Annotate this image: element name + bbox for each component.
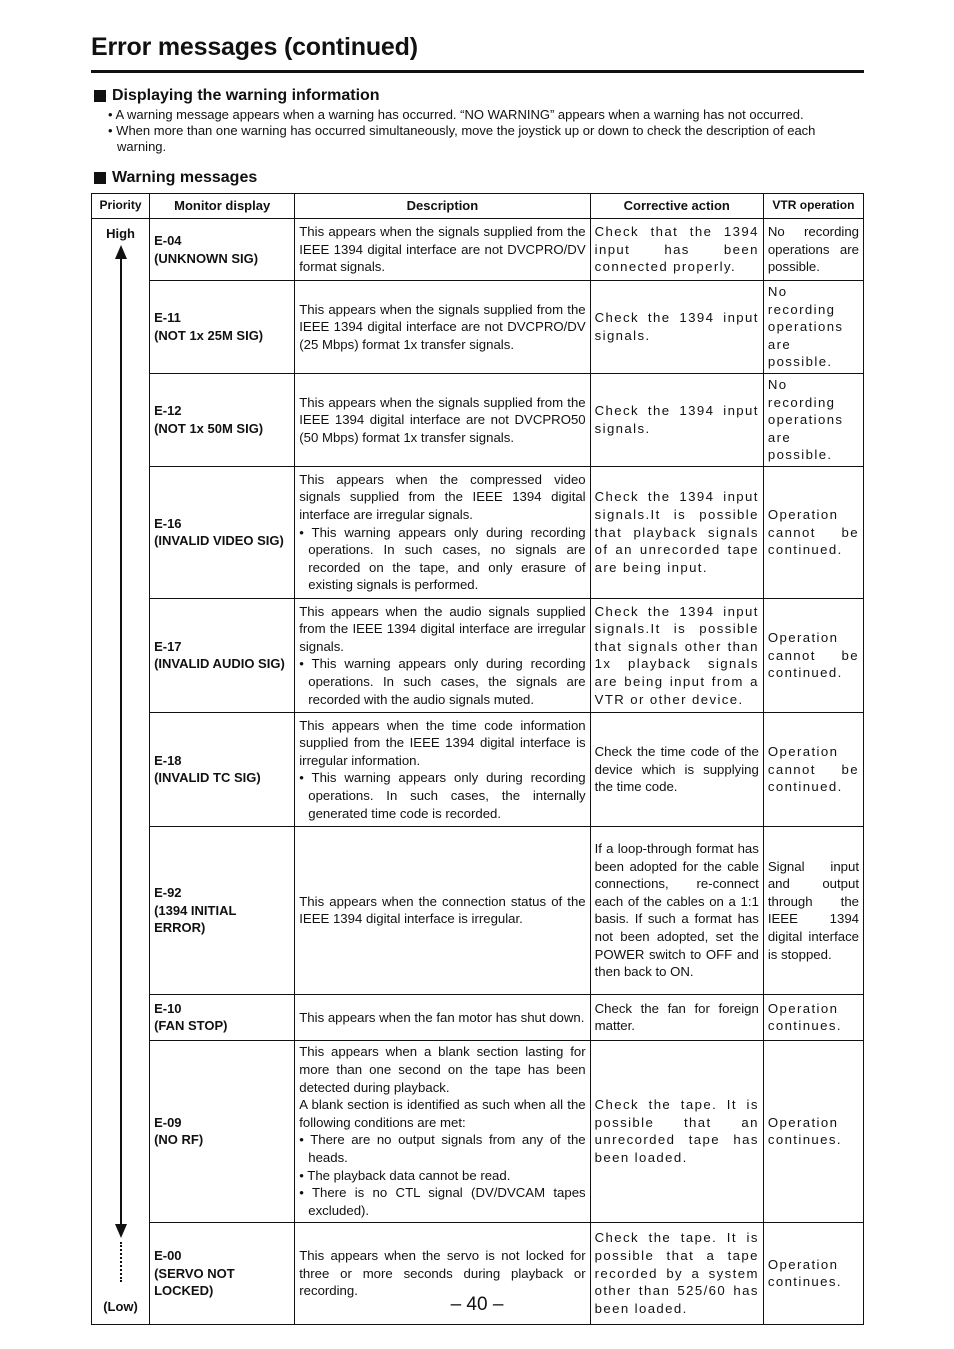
corrective-action-cell: Check the fan for foreign matter. — [590, 994, 763, 1040]
priority-low-label: (Low) — [103, 1299, 138, 1315]
square-bullet-icon — [94, 90, 106, 102]
table-row — [92, 712, 864, 826]
description-text: This appears when the signals supplied from the IEEE 1394 digital interface are not DVCPRO50 (50 Mbps) format 1x transfer signals. — [299, 394, 586, 445]
description-text: This appears when the signals supplied from the IEEE 1394 digital interface are not DVCPRO/DV format signals. — [299, 224, 586, 275]
error-code: E-10 — [154, 1000, 182, 1016]
corrective-action-cell: Check the tape. It is possible that an unrecorded tape has been loaded. — [590, 1040, 763, 1222]
description-bullet: • The playback data cannot be read. — [299, 1167, 585, 1185]
table-row — [92, 1040, 864, 1222]
error-code: E-09 — [154, 1114, 182, 1130]
corrective-action-cell: Check the 1394 input signals.It is possible that signals other than 1x playback signals are being input from a VTR or other device. — [590, 598, 763, 712]
header-monitor-display: Monitor display — [150, 194, 295, 219]
monitor-display-cell — [150, 994, 295, 1040]
page-number: – 40 – — [450, 1294, 504, 1315]
vtr-operation-cell: Operation cannot be continued. — [763, 712, 863, 826]
vtr-operation-cell: Operation continues. — [763, 1040, 863, 1222]
description-text: This appears when the signals supplied from the IEEE 1394 digital interface are not DVCPRO/DV (25 Mbps) format 1x transfer signals. — [299, 301, 586, 352]
description-cell — [295, 281, 590, 374]
table-row — [92, 219, 864, 281]
description-cell — [295, 466, 590, 598]
corrective-action-cell: Check the 1394 input signals.It is possible that playback signals of an unrecorded tape are being input. — [590, 466, 763, 598]
error-name: (SERVO NOT LOCKED) — [154, 1265, 235, 1299]
corrective-action-cell: Check the 1394 input signals. — [590, 281, 763, 374]
description-text: This appears when the connection status of the IEEE 1394 digital interface is irregular. — [299, 893, 586, 927]
vtr-operation-cell: Operation cannot be continued. — [763, 598, 863, 712]
header-description: Description — [295, 194, 590, 219]
corrective-action-cell: If a loop-through format has been adopted for the cable connections, re-connect each of the cables on a 1:1 basis. If such a format has not been adopted, set the POWER switch to OFF and then back to ON. — [590, 826, 763, 994]
monitor-display-cell — [150, 826, 295, 994]
description-text: This appears when the time code information supplied from the IEEE 1394 digital interface is irregular information. — [299, 717, 586, 768]
vtr-operation-cell: No recording operations are possible. — [763, 219, 863, 281]
corrective-action-cell: Check the tape. It is possible that a tape recorded by a system other than 525/60 has been loaded. — [590, 1222, 763, 1324]
monitor-display-cell — [150, 1040, 295, 1222]
error-name: (INVALID TC SIG) — [154, 770, 261, 786]
arrow-down-icon — [115, 1224, 127, 1238]
priority-column — [92, 219, 150, 1325]
table-row — [92, 281, 864, 374]
vtr-operation-cell: Operation continues. — [763, 994, 863, 1040]
monitor-display-cell — [150, 598, 295, 712]
table-row — [92, 826, 864, 994]
error-code: E-18 — [154, 752, 182, 768]
vtr-operation-cell: No recording operations are possible. — [763, 373, 863, 466]
error-name: (INVALID AUDIO SIG) — [154, 656, 285, 672]
error-code: E-00 — [154, 1248, 182, 1264]
priority-arrow-line — [120, 255, 122, 1230]
warning-messages-table — [91, 193, 864, 1325]
description-text: This appears when a blank section lasting for more than one second on the tape has been detected during playback. — [299, 1044, 586, 1095]
description-bullet: • There is no CTL signal (DV/DVCAM tapes excluded). — [299, 1184, 585, 1219]
description-cell — [295, 826, 590, 994]
bullet-item: • A warning message appears when a warning has occurred. “NO WARNING” appears when a warning has not occurred. — [91, 107, 864, 123]
error-code: E-17 — [154, 638, 182, 654]
section-heading-text: Warning messages — [112, 169, 258, 186]
error-name: (1394 INITIAL ERROR) — [154, 902, 237, 936]
vtr-operation-cell: No recording operations are possible. — [763, 281, 863, 374]
monitor-display-cell — [150, 373, 295, 466]
description-text: This appears when the fan motor has shut down. — [299, 1009, 585, 1025]
description-cell — [295, 1040, 590, 1222]
corrective-action-cell: Check the 1394 input signals. — [590, 373, 763, 466]
description-text: This appears when the audio signals supplied from the IEEE 1394 digital interface are irregular signals. — [299, 603, 586, 654]
error-code: E-04 — [154, 232, 182, 248]
error-name: (FAN STOP) — [154, 1018, 228, 1034]
document-page — [91, 30, 864, 1325]
table-row — [92, 466, 864, 598]
error-code: E-92 — [154, 885, 182, 901]
error-name: (INVALID VIDEO SIG) — [154, 533, 284, 549]
error-name: (NOT 1x 25M SIG) — [154, 327, 264, 343]
corrective-action-cell: Check the time code of the device which is supplying the time code. — [590, 712, 763, 826]
monitor-display-cell — [150, 466, 295, 598]
table-row — [92, 598, 864, 712]
header-priority: Priority — [92, 194, 150, 219]
info-bullet-list — [91, 107, 864, 155]
priority-dotted-line — [120, 1242, 122, 1282]
description-bullet: • This warning appears only during recording operations. In such cases, the signals are recorded with the audio signals muted. — [299, 655, 585, 708]
error-code: E-11 — [154, 310, 181, 326]
description-text: This appears when the servo is not locked for three or more seconds during playback or recording. — [299, 1248, 586, 1299]
error-name: (UNKNOWN SIG) — [154, 250, 259, 266]
description-bullet: • This warning appears only during recording operations. In such cases, the internally generated time code is recorded. — [299, 769, 585, 822]
bullet-item: • When more than one warning has occurred simultaneously, move the joystick up or down to check the description of each warning. — [91, 123, 864, 155]
monitor-display-cell — [150, 281, 295, 374]
description-cell — [295, 994, 590, 1040]
header-vtr-operation: VTR operation — [763, 194, 863, 219]
description-extra-text: A blank section is identified as such when all the following conditions are met: — [299, 1097, 586, 1130]
page-title: Error messages (continued) — [91, 30, 864, 73]
description-bullet: • There are no output signals from any of the heads. — [299, 1131, 585, 1166]
section-heading-text: Displaying the warning information — [112, 87, 380, 104]
table-header-row — [92, 194, 864, 219]
monitor-display-cell — [150, 219, 295, 281]
description-bullet: • This warning appears only during recording operations. In such cases, no signals are recorded on the tape, and only erasure of existing signals is performed. — [299, 524, 585, 594]
description-cell — [295, 373, 590, 466]
error-name: (NO RF) — [154, 1132, 204, 1148]
table-row — [92, 994, 864, 1040]
error-code: E-16 — [154, 515, 182, 531]
corrective-action-cell: Check that the 1394 input has been connected properly. — [590, 219, 763, 281]
section-heading-warnings — [91, 169, 864, 187]
square-bullet-icon — [94, 172, 106, 184]
vtr-operation-cell: Operation continues. — [763, 1222, 863, 1324]
description-text: This appears when the compressed video signals supplied from the IEEE 1394 digital interface are irregular signals. — [299, 471, 586, 523]
table-row — [92, 373, 864, 466]
vtr-operation-cell: Operation cannot be continued. — [763, 466, 863, 598]
description-cell — [295, 219, 590, 281]
section-heading-display — [91, 87, 864, 105]
priority-high-label: High — [106, 226, 135, 241]
description-cell — [295, 712, 590, 826]
error-code: E-12 — [154, 403, 182, 419]
vtr-operation-cell: Signal input and output through the IEEE 1394 digital interface is stopped. — [763, 826, 863, 994]
monitor-display-cell — [150, 712, 295, 826]
error-name: (NOT 1x 50M SIG) — [154, 420, 264, 436]
description-cell — [295, 598, 590, 712]
header-corrective-action: Corrective action — [590, 194, 763, 219]
